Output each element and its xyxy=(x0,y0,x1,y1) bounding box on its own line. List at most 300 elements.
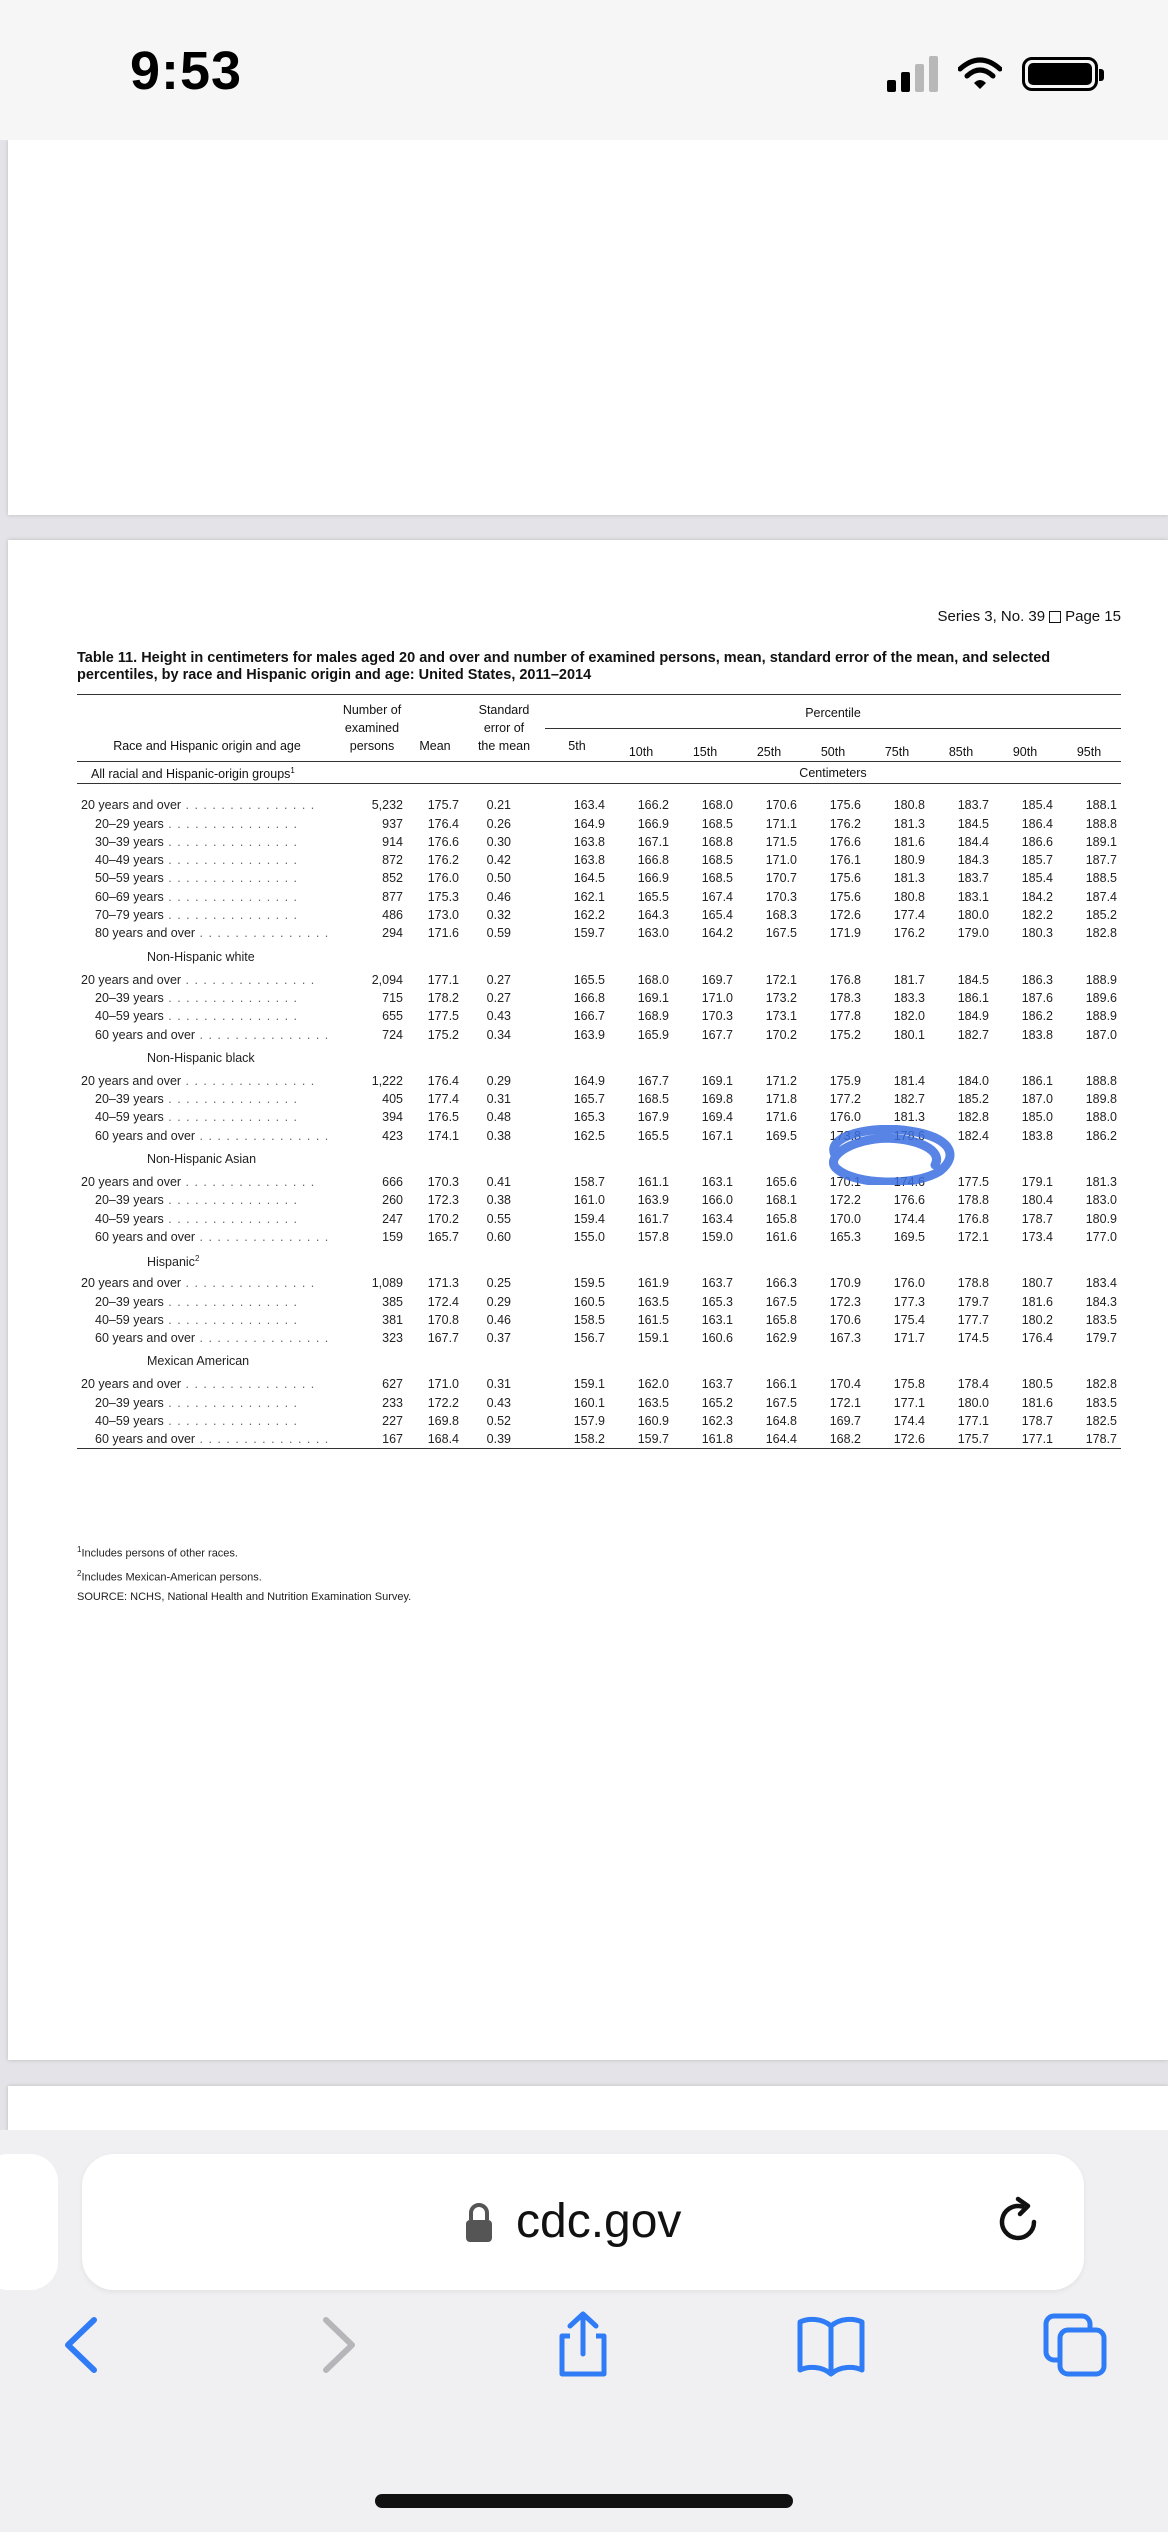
row-percentile-value: 165.5 xyxy=(573,972,605,987)
row-mean: 174.1 xyxy=(427,1128,459,1143)
table-row xyxy=(77,814,1121,832)
row-percentile-value: 184.5 xyxy=(957,972,989,987)
row-percentile-value: 165.7 xyxy=(573,1092,605,1107)
row-se: 0.27 xyxy=(486,972,511,987)
row-percentile-value: 183.7 xyxy=(957,871,989,886)
row-se: 0.29 xyxy=(486,1073,511,1088)
row-percentile-value: 174.6 xyxy=(893,1175,925,1190)
row-se: 0.48 xyxy=(486,1110,511,1125)
row-se: 0.46 xyxy=(486,1312,511,1327)
row-percentile-value: 160.5 xyxy=(573,1294,605,1309)
row-se: 0.31 xyxy=(486,1092,511,1107)
row-percentile-value: 175.6 xyxy=(829,798,861,813)
table-row xyxy=(77,1210,1121,1228)
header-p15: 15th xyxy=(692,745,718,759)
row-n: 159 xyxy=(382,1229,403,1244)
row-n: 394 xyxy=(382,1110,403,1125)
row-percentile-value: 168.9 xyxy=(637,1009,669,1024)
row-percentile-value: 161.5 xyxy=(637,1312,669,1327)
table-row xyxy=(77,924,1121,942)
row-percentile-value: 174.5 xyxy=(957,1331,989,1346)
row-label: 60 years and over . . . . . . . . . . . . . . . xyxy=(95,1229,330,1244)
row-percentile-value: 166.0 xyxy=(701,1193,733,1208)
bookmarks-icon[interactable] xyxy=(796,2310,866,2380)
row-percentile-value: 162.2 xyxy=(573,908,605,923)
row-percentile-value: 169.5 xyxy=(893,1229,925,1244)
browser-bottom-bar xyxy=(0,2130,1168,2532)
row-percentile-value: 159.7 xyxy=(637,1432,669,1447)
row-percentile-value: 186.3 xyxy=(1021,972,1053,987)
row-label: 20–39 years . . . . . . . . . . . . . . . xyxy=(95,1092,298,1107)
row-mean: 170.8 xyxy=(427,1312,459,1327)
row-percentile-value: 189.1 xyxy=(1085,834,1117,849)
row-percentile-value: 165.4 xyxy=(701,908,733,923)
page-number: Page 15 xyxy=(1065,608,1121,625)
row-percentile-value: 172.1 xyxy=(765,972,797,987)
row-percentile-value: 168.5 xyxy=(701,816,733,831)
status-icons xyxy=(887,56,1098,92)
row-mean: 170.2 xyxy=(427,1211,459,1226)
row-percentile-value: 159.1 xyxy=(637,1331,669,1346)
row-percentile-value: 166.8 xyxy=(637,853,669,868)
row-percentile-value: 182.2 xyxy=(1021,908,1053,923)
group-heading: Non-Hispanic white xyxy=(147,949,255,964)
row-percentile-value: 177.0 xyxy=(1085,1229,1117,1244)
row-percentile-value: 184.2 xyxy=(1021,889,1053,904)
address-bar[interactable] xyxy=(82,2154,1084,2290)
row-percentile-value: 184.9 xyxy=(957,1009,989,1024)
group-heading-row xyxy=(77,943,1121,971)
row-percentile-value: 183.3 xyxy=(893,990,925,1005)
pdf-viewer[interactable] xyxy=(0,140,1168,2140)
table-row xyxy=(77,796,1121,814)
row-percentile-value: 185.2 xyxy=(957,1092,989,1107)
row-percentile-value: 177.1 xyxy=(1021,1432,1053,1447)
row-percentile-value: 177.8 xyxy=(829,1009,861,1024)
row-percentile-value: 176.1 xyxy=(829,853,861,868)
row-label: 60–69 years . . . . . . . . . . . . . . . xyxy=(95,889,298,904)
row-percentile-value: 164.9 xyxy=(573,1073,605,1088)
row-percentile-value: 168.0 xyxy=(701,798,733,813)
row-percentile-value: 182.8 xyxy=(957,1110,989,1125)
row-percentile-value: 164.2 xyxy=(701,926,733,941)
header-p85: 85th xyxy=(948,745,974,759)
row-se: 0.25 xyxy=(486,1276,511,1291)
row-percentile-value: 164.4 xyxy=(765,1432,797,1447)
square-bullet-icon xyxy=(1049,611,1061,623)
row-percentile-value: 162.5 xyxy=(573,1128,605,1143)
footnote-1: $^1$Includes persons of other races. xyxy=(77,1545,238,1560)
row-percentile-value: 181.7 xyxy=(893,972,925,987)
row-percentile-value: 183.7 xyxy=(957,798,989,813)
row-percentile-value: 169.4 xyxy=(701,1110,733,1125)
row-label: 20 years and over . . . . . . . . . . . . . . . xyxy=(81,1175,316,1190)
table-row xyxy=(77,1292,1121,1310)
row-percentile-value: 180.0 xyxy=(957,908,989,923)
row-label: 20–39 years . . . . . . . . . . . . . . . xyxy=(95,1193,298,1208)
row-se: 0.26 xyxy=(486,816,511,831)
row-percentile-value: 167.1 xyxy=(701,1128,733,1143)
row-percentile-value: 168.3 xyxy=(765,908,797,923)
highlight-scribble xyxy=(815,1125,965,1185)
row-percentile-value: 188.0 xyxy=(1085,1110,1117,1125)
row-n: 655 xyxy=(382,1009,403,1024)
source-note: SOURCE: NCHS, National Health and Nutrition Examination Survey. xyxy=(77,1591,412,1604)
row-mean: 170.3 xyxy=(427,1175,459,1190)
row-percentile-value: 170.0 xyxy=(829,1211,861,1226)
reload-icon[interactable] xyxy=(992,2196,1044,2248)
row-percentile-value: 161.9 xyxy=(637,1276,669,1291)
row-percentile-value: 171.9 xyxy=(829,926,861,941)
row-percentile-value: 159.5 xyxy=(573,1276,605,1291)
row-percentile-value: 170.6 xyxy=(829,1312,861,1327)
row-percentile-value: 185.7 xyxy=(1021,853,1053,868)
row-n: 323 xyxy=(382,1331,403,1346)
row-n: 2,094 xyxy=(371,972,403,987)
row-percentile-value: 186.4 xyxy=(1021,816,1053,831)
row-mean: 173.0 xyxy=(427,908,459,923)
header-p95: 95th xyxy=(1076,745,1102,759)
row-percentile-value: 177.5 xyxy=(957,1175,989,1190)
row-percentile-value: 173.2 xyxy=(765,990,797,1005)
row-percentile-value: 169.5 xyxy=(765,1128,797,1143)
table-row xyxy=(77,888,1121,906)
row-mean: 175.3 xyxy=(427,889,459,904)
row-percentile-value: 165.8 xyxy=(765,1211,797,1226)
row-percentile-value: 172.2 xyxy=(829,1193,861,1208)
row-percentile-value: 185.0 xyxy=(1021,1110,1053,1125)
row-percentile-value: 186.2 xyxy=(1085,1128,1117,1143)
group-heading-row xyxy=(77,1044,1121,1072)
row-percentile-value: 176.8 xyxy=(829,972,861,987)
row-percentile-value: 168.5 xyxy=(701,853,733,868)
row-se: 0.60 xyxy=(486,1229,511,1244)
row-percentile-value: 188.1 xyxy=(1085,798,1117,813)
row-percentile-value: 165.3 xyxy=(573,1110,605,1125)
row-percentile-value: 170.6 xyxy=(765,798,797,813)
row-n: 1,222 xyxy=(371,1073,403,1088)
row-n: 877 xyxy=(382,889,403,904)
row-percentile-value: 178.7 xyxy=(1021,1211,1053,1226)
row-percentile-value: 183.8 xyxy=(1021,1128,1053,1143)
table-row xyxy=(77,851,1121,869)
row-label: 40–59 years . . . . . . . . . . . . . . . xyxy=(95,1009,298,1024)
row-n: 423 xyxy=(382,1128,403,1143)
footnotes xyxy=(77,1540,411,1607)
row-percentile-value: 176.8 xyxy=(957,1211,989,1226)
row-percentile-value: 176.6 xyxy=(829,834,861,849)
row-percentile-value: 170.9 xyxy=(829,1276,861,1291)
row-percentile-value: 184.4 xyxy=(957,834,989,849)
row-percentile-value: 180.8 xyxy=(893,889,925,904)
header-p5: 5th xyxy=(568,739,586,753)
row-mean: 169.8 xyxy=(427,1414,459,1429)
table-row xyxy=(77,1375,1121,1393)
row-percentile-value: 172.6 xyxy=(893,1432,925,1447)
row-n: 914 xyxy=(382,834,403,849)
row-percentile-value: 166.2 xyxy=(637,798,669,813)
lock-icon xyxy=(464,2202,494,2244)
row-percentile-value: 164.8 xyxy=(765,1414,797,1429)
table-row xyxy=(77,989,1121,1007)
row-percentile-value: 171.2 xyxy=(765,1073,797,1088)
row-mean: 176.0 xyxy=(427,871,459,886)
row-percentile-value: 181.6 xyxy=(1021,1294,1053,1309)
row-n: 167 xyxy=(382,1432,403,1447)
row-se: 0.59 xyxy=(486,926,511,941)
pdf-page-previous xyxy=(8,140,1168,515)
row-percentile-value: 175.8 xyxy=(893,1377,925,1392)
row-percentile-value: 177.7 xyxy=(957,1312,989,1327)
header-p75: 75th xyxy=(884,745,910,759)
row-se: 0.38 xyxy=(486,1193,511,1208)
row-percentile-value: 171.5 xyxy=(765,834,797,849)
row-label: 60 years and over . . . . . . . . . . . . . . . xyxy=(95,1432,330,1447)
row-percentile-value: 182.8 xyxy=(1085,1377,1117,1392)
row-percentile-value: 159.1 xyxy=(573,1377,605,1392)
table-row xyxy=(77,1072,1121,1090)
row-percentile-value: 167.4 xyxy=(701,889,733,904)
row-percentile-value: 183.8 xyxy=(1021,1027,1053,1042)
row-percentile-value: 176.4 xyxy=(1021,1331,1053,1346)
row-percentile-value: 168.5 xyxy=(637,1092,669,1107)
table-row xyxy=(77,833,1121,851)
row-percentile-value: 187.4 xyxy=(1085,889,1117,904)
row-percentile-value: 177.4 xyxy=(893,908,925,923)
row-label: 20–39 years . . . . . . . . . . . . . . . xyxy=(95,1294,298,1309)
header-p90: 90th xyxy=(1012,745,1038,759)
row-percentile-value: 182.7 xyxy=(893,1092,925,1107)
row-percentile-value: 173.1 xyxy=(765,1009,797,1024)
row-percentile-value: 167.9 xyxy=(637,1110,669,1125)
table-row xyxy=(77,1191,1121,1209)
back-icon[interactable] xyxy=(50,2310,120,2380)
row-percentile-value: 168.1 xyxy=(765,1193,797,1208)
row-percentile-value: 187.7 xyxy=(1085,853,1117,868)
row-mean: 168.4 xyxy=(427,1432,459,1447)
row-se: 0.38 xyxy=(486,1128,511,1143)
row-percentile-value: 180.4 xyxy=(1021,1193,1053,1208)
row-percentile-value: 175.6 xyxy=(829,871,861,886)
row-percentile-value: 169.7 xyxy=(701,972,733,987)
row-percentile-value: 162.3 xyxy=(701,1414,733,1429)
units-label: Centimeters xyxy=(545,762,1121,784)
row-percentile-value: 177.1 xyxy=(893,1395,925,1410)
row-label: 20 years and over . . . . . . . . . . . . . . . xyxy=(81,1377,316,1392)
row-percentile-value: 162.0 xyxy=(637,1377,669,1392)
row-mean: 178.2 xyxy=(427,990,459,1005)
table-row xyxy=(77,1412,1121,1430)
row-percentile-value: 163.7 xyxy=(701,1276,733,1291)
row-n: 294 xyxy=(382,926,403,941)
row-percentile-value: 178.7 xyxy=(1021,1414,1053,1429)
row-percentile-value: 184.3 xyxy=(957,853,989,868)
row-percentile-value: 166.9 xyxy=(637,816,669,831)
row-percentile-value: 182.4 xyxy=(957,1128,989,1143)
row-percentile-value: 157.9 xyxy=(573,1414,605,1429)
row-percentile-value: 159.4 xyxy=(573,1211,605,1226)
row-percentile-value: 166.8 xyxy=(573,990,605,1005)
header-row-top xyxy=(77,695,1121,729)
row-percentile-value: 187.0 xyxy=(1021,1092,1053,1107)
row-label: 40–59 years . . . . . . . . . . . . . . . xyxy=(95,1110,298,1125)
group-heading: Non-Hispanic Asian xyxy=(147,1151,257,1166)
row-se: 0.30 xyxy=(486,834,511,849)
row-percentile-value: 177.1 xyxy=(957,1414,989,1429)
row-se: 0.43 xyxy=(486,1009,511,1024)
row-percentile-value: 185.4 xyxy=(1021,871,1053,886)
previous-tab-preview[interactable] xyxy=(0,2154,58,2290)
row-percentile-value: 173.8 xyxy=(829,1128,861,1143)
footnote-2: $^2$Includes Mexican-American persons. xyxy=(77,1568,262,1584)
row-mean: 177.4 xyxy=(427,1092,459,1107)
row-se: 0.50 xyxy=(486,871,511,886)
row-mean: 171.3 xyxy=(427,1276,459,1291)
row-percentile-value: 176.6 xyxy=(893,1193,925,1208)
row-percentile-value: 177.3 xyxy=(893,1294,925,1309)
row-se: 0.46 xyxy=(486,889,511,904)
row-percentile-value: 179.0 xyxy=(957,926,989,941)
row-label: 40–59 years . . . . . . . . . . . . . . . xyxy=(95,1414,298,1429)
row-percentile-value: 172.6 xyxy=(829,908,861,923)
row-percentile-value: 160.9 xyxy=(637,1414,669,1429)
row-percentile-value: 166.3 xyxy=(765,1276,797,1291)
pdf-page xyxy=(8,540,1168,2060)
units-row xyxy=(77,762,1121,784)
table-row xyxy=(77,971,1121,989)
row-percentile-value: 188.9 xyxy=(1085,972,1117,987)
row-percentile-value: 181.6 xyxy=(1021,1395,1053,1410)
row-percentile-value: 168.2 xyxy=(829,1432,861,1447)
row-n: 405 xyxy=(382,1092,403,1107)
row-n: 666 xyxy=(382,1175,403,1190)
forward-icon[interactable] xyxy=(300,2310,370,2380)
row-percentile-value: 172.1 xyxy=(829,1395,861,1410)
row-percentile-value: 170.2 xyxy=(765,1027,797,1042)
row-se: 0.29 xyxy=(486,1294,511,1309)
row-percentile-value: 165.9 xyxy=(637,1027,669,1042)
row-percentile-value: 178.4 xyxy=(957,1377,989,1392)
table-row xyxy=(77,1311,1121,1329)
row-percentile-value: 180.0 xyxy=(957,1395,989,1410)
header-percentile: Percentile xyxy=(545,695,1121,729)
table-row xyxy=(77,1108,1121,1126)
row-percentile-value: 163.4 xyxy=(573,798,605,813)
row-percentile-value: 188.8 xyxy=(1085,816,1117,831)
row-n: 872 xyxy=(382,853,403,868)
row-percentile-value: 180.7 xyxy=(1021,1276,1053,1291)
row-percentile-value: 180.8 xyxy=(893,798,925,813)
row-mean: 177.5 xyxy=(427,1009,459,1024)
row-percentile-value: 158.7 xyxy=(573,1175,605,1190)
row-percentile-value: 171.0 xyxy=(765,853,797,868)
row-percentile-value: 183.5 xyxy=(1085,1395,1117,1410)
row-percentile-value: 170.4 xyxy=(829,1377,861,1392)
row-label: 20 years and over . . . . . . . . . . . . . . . xyxy=(81,972,316,987)
row-percentile-value: 171.6 xyxy=(765,1110,797,1125)
row-label: 20 years and over . . . . . . . . . . . . . . . xyxy=(81,798,316,813)
status-time: 9:53 xyxy=(130,41,243,101)
row-percentile-value: 183.1 xyxy=(957,889,989,904)
row-percentile-value: 181.3 xyxy=(1085,1175,1117,1190)
row-label: 50–59 years . . . . . . . . . . . . . . . xyxy=(95,871,298,886)
data-table xyxy=(77,694,1121,1449)
tabs-icon[interactable] xyxy=(1040,2310,1110,2380)
row-percentile-value: 164.9 xyxy=(573,816,605,831)
row-percentile-value: 159.0 xyxy=(701,1229,733,1244)
row-percentile-value: 181.3 xyxy=(893,871,925,886)
row-percentile-value: 168.5 xyxy=(701,871,733,886)
row-percentile-value: 180.9 xyxy=(1085,1211,1117,1226)
row-percentile-value: 167.5 xyxy=(765,926,797,941)
row-label: 60 years and over . . . . . . . . . . . . . . . xyxy=(95,1128,330,1143)
row-percentile-value: 171.8 xyxy=(765,1092,797,1107)
row-percentile-value: 183.5 xyxy=(1085,1312,1117,1327)
row-percentile-value: 176.0 xyxy=(893,1276,925,1291)
row-percentile-value: 171.1 xyxy=(765,816,797,831)
row-se: 0.27 xyxy=(486,990,511,1005)
row-percentile-value: 171.7 xyxy=(893,1331,925,1346)
group-heading-row xyxy=(77,1347,1121,1375)
row-n: 486 xyxy=(382,908,403,923)
row-percentile-value: 176.2 xyxy=(829,816,861,831)
row-percentile-value: 184.5 xyxy=(957,816,989,831)
row-percentile-value: 172.1 xyxy=(957,1229,989,1244)
row-percentile-value: 179.7 xyxy=(957,1294,989,1309)
row-percentile-value: 166.1 xyxy=(765,1377,797,1392)
row-label: 70–79 years . . . . . . . . . . . . . . . xyxy=(95,908,298,923)
row-percentile-value: 165.3 xyxy=(701,1294,733,1309)
row-percentile-value: 174.4 xyxy=(893,1414,925,1429)
row-se: 0.39 xyxy=(486,1432,511,1447)
row-percentile-value: 160.6 xyxy=(701,1331,733,1346)
header-race-age: Race and Hispanic origin and age xyxy=(113,739,301,753)
row-se: 0.31 xyxy=(486,1377,511,1392)
row-se: 0.41 xyxy=(486,1175,511,1190)
header-examined: Number of examined persons xyxy=(342,703,402,753)
row-percentile-value: 186.2 xyxy=(1021,1009,1053,1024)
share-icon[interactable] xyxy=(548,2310,618,2380)
row-percentile-value: 163.8 xyxy=(573,834,605,849)
row-percentile-value: 186.1 xyxy=(957,990,989,1005)
row-percentile-value: 178.6 xyxy=(893,1128,925,1143)
table-row xyxy=(77,1329,1121,1347)
row-percentile-value: 180.5 xyxy=(1021,1377,1053,1392)
row-percentile-value: 167.3 xyxy=(829,1331,861,1346)
row-n: 233 xyxy=(382,1395,403,1410)
table-row xyxy=(77,1430,1121,1449)
row-percentile-value: 180.1 xyxy=(893,1027,925,1042)
row-percentile-value: 166.9 xyxy=(637,871,669,886)
row-percentile-value: 175.7 xyxy=(957,1432,989,1447)
row-percentile-value: 179.7 xyxy=(1085,1331,1117,1346)
row-percentile-value: 188.8 xyxy=(1085,1073,1117,1088)
row-percentile-value: 178.7 xyxy=(1085,1432,1117,1447)
row-percentile-value: 164.3 xyxy=(637,908,669,923)
header-mean: Mean xyxy=(419,739,451,753)
domain-text: cdc.gov xyxy=(516,2195,682,2248)
row-percentile-value: 181.3 xyxy=(893,816,925,831)
row-percentile-value: 156.7 xyxy=(573,1331,605,1346)
row-percentile-value: 167.5 xyxy=(765,1395,797,1410)
row-mean: 172.3 xyxy=(427,1193,459,1208)
table-body xyxy=(77,784,1121,1449)
row-percentile-value: 178.8 xyxy=(957,1193,989,1208)
table-row xyxy=(77,869,1121,887)
row-percentile-value: 173.4 xyxy=(1021,1229,1053,1244)
row-percentile-value: 163.8 xyxy=(573,853,605,868)
table-row xyxy=(77,1274,1121,1292)
